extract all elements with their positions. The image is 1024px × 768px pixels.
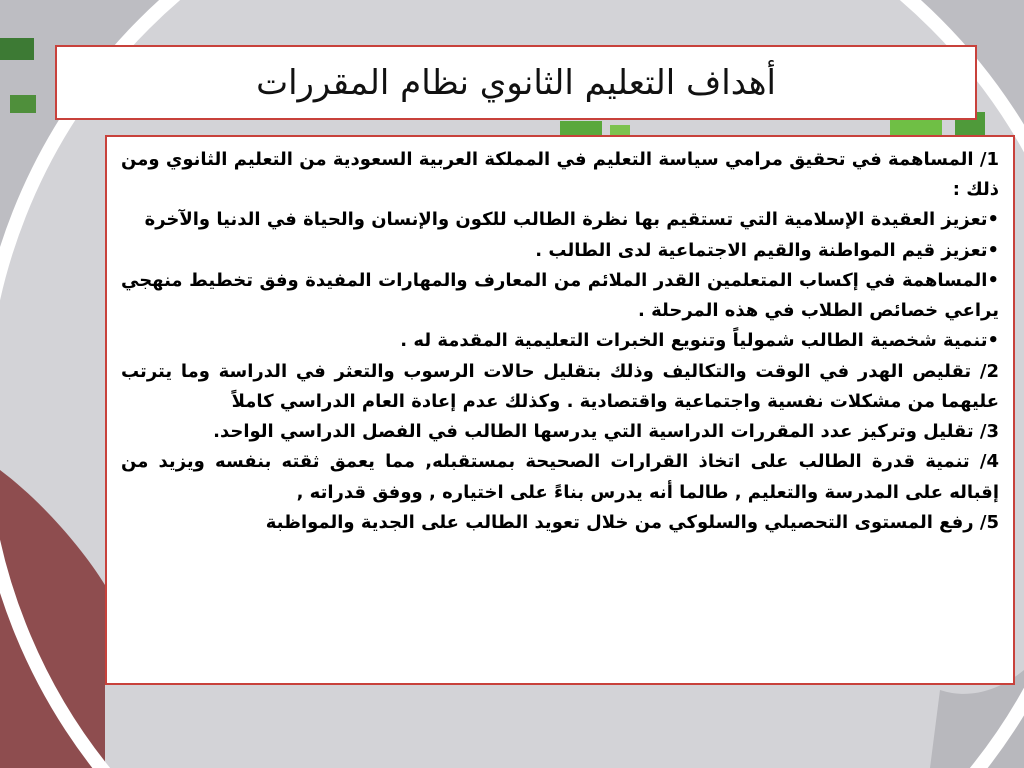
goal-1-bullet-3: •المساهمة في إكساب المتعلمين القدر الملائم من المعارف والمهارات المفيدة وفق تخطيط منهجي يراعي خصائص الطلاب في هذه المرحلة . bbox=[121, 269, 999, 322]
goal-1-bullet-4: •تنمية شخصية الطالب شمولياً وتنويع الخبرات التعليمية المقدمة له . bbox=[400, 330, 999, 352]
green-block bbox=[0, 38, 34, 60]
title-box bbox=[55, 45, 977, 120]
green-block bbox=[10, 95, 36, 113]
goal-5-text: 5/ رفع المستوى التحصيلي والسلوكي من خلال تعويد الطالب على الجدية والمواظبة bbox=[265, 511, 999, 533]
green-block bbox=[610, 125, 630, 135]
goal-4-text: 4/ تنمية قدرة الطالب على اتخاذ القرارات الصحيحة بمستقبله, مما يعمق ثقته بنفسه ويزيد من إقباله على المدرسة والتعليم , طالما أنه يدرس بناءً على اختياره , ووفق قدراته , bbox=[121, 451, 999, 503]
green-block bbox=[890, 120, 942, 136]
goal-3-text: 3/ تقليل وتركيز عدد المقررات الدراسية التي يدرسها الطالب في الفصل الدراسي الواحد. bbox=[213, 421, 999, 443]
goal-1-bullet-2: •تعزيز قيم المواطنة والقيم الاجتماعية لدى الطالب . bbox=[535, 239, 999, 261]
green-block bbox=[560, 121, 602, 135]
slide-title: أهداف التعليم الثانوي نظام المقررات bbox=[256, 62, 776, 103]
goal-1-text: 1/ المساهمة في تحقيق مرامي سياسة التعليم في المملكة العربية السعودية من التعليم الثانوي ومن ذلك : bbox=[121, 149, 999, 201]
content-box bbox=[105, 135, 1015, 685]
goal-2-text: 2/ تقليص الهدر في الوقت والتكاليف وذلك بتقليل حالات الرسوب والتعثر في الدراسة وما يترتب عليهما من مشكلات نفسية واجتماعية واقتصادية . وكذلك عدم إعادة العام الدراسي كاملاً bbox=[121, 360, 999, 412]
goal-1-bullet-1: •تعزيز العقيدة الإسلامية التي تستقيم بها نظرة الطالب للكون والإنسان والحياة في الدنيا والآخرة bbox=[144, 209, 999, 231]
